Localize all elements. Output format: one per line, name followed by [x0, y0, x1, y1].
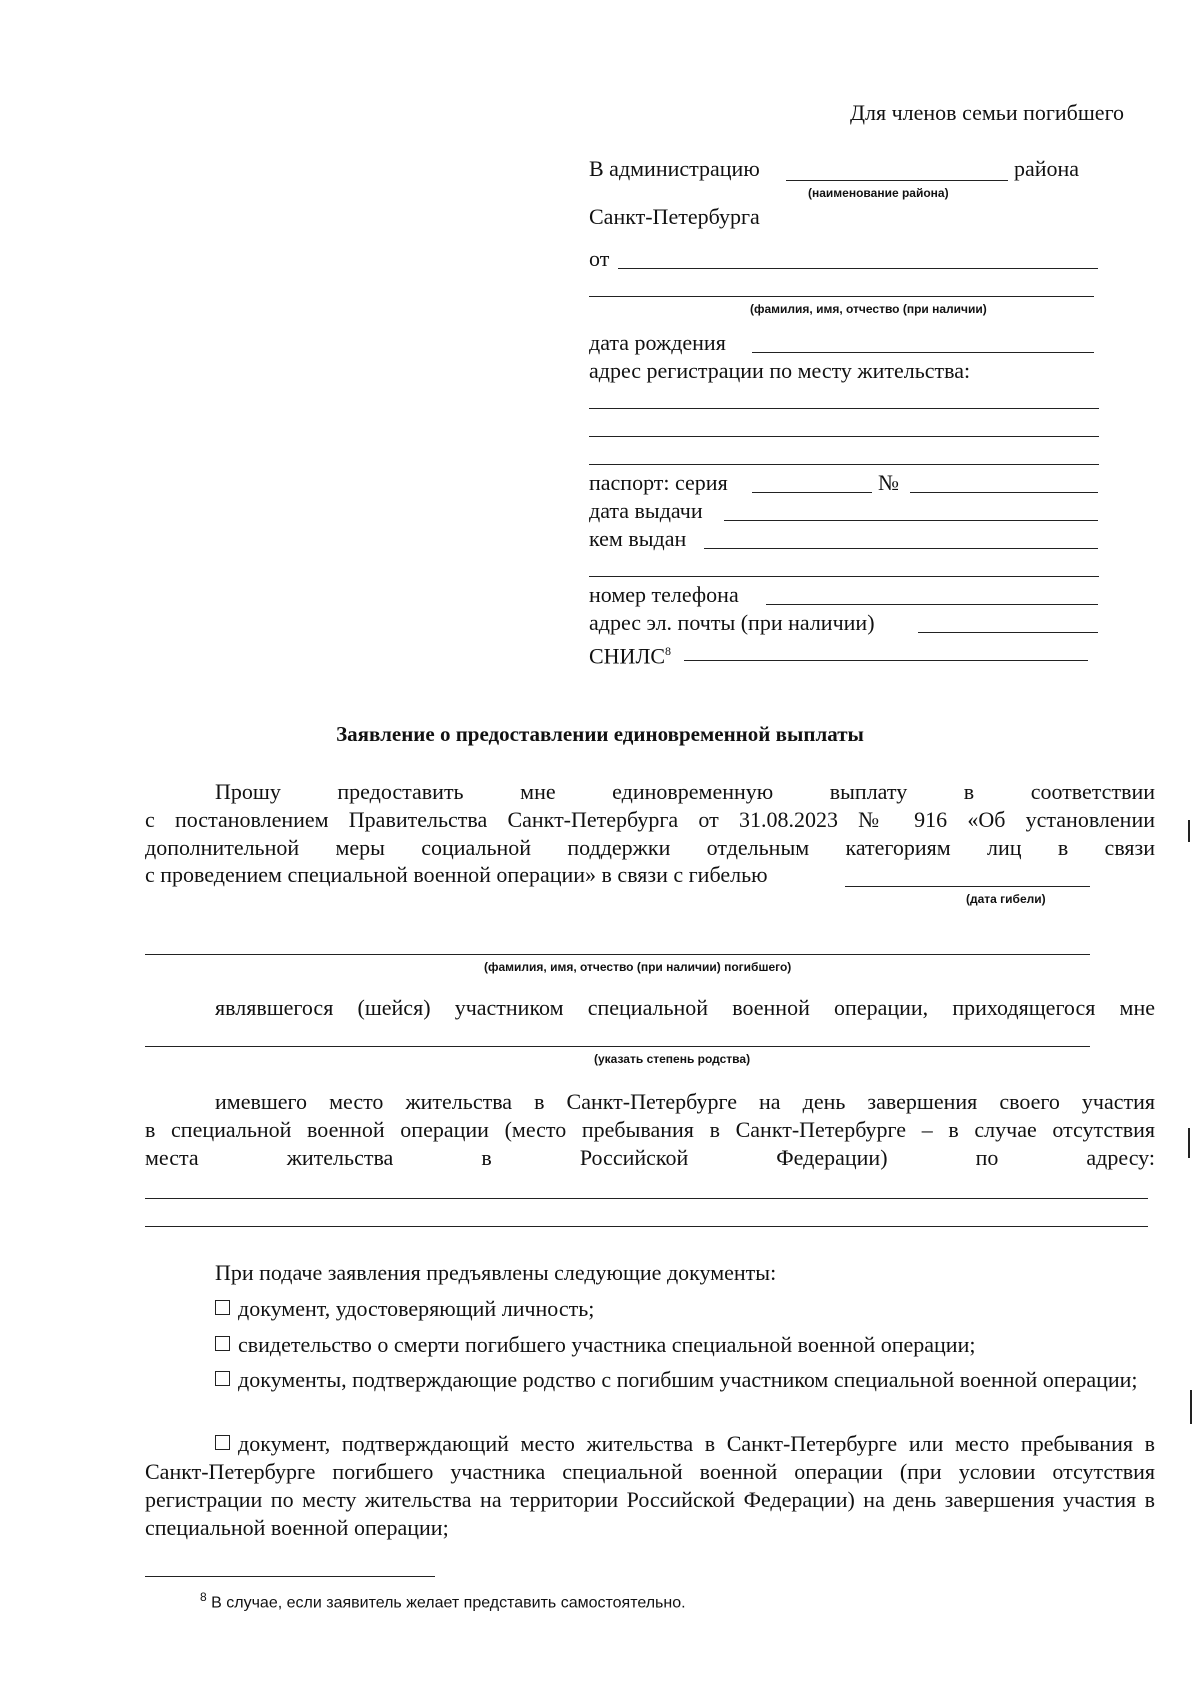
passport-series-field[interactable] — [752, 492, 872, 493]
issued-by-field-1[interactable] — [704, 548, 1098, 549]
phone-label: номер телефона — [589, 582, 739, 607]
email-label: адрес эл. почты (при наличии) — [589, 610, 875, 635]
doc-kinship-label: документы, подтверждающие родство с погибшим участником специальной военной операции; — [238, 1367, 1138, 1392]
address-field-2[interactable] — [589, 436, 1099, 437]
death-date-field[interactable] — [845, 886, 1090, 887]
applicant-name-hint: (фамилия, имя, отчество (при наличии) — [750, 302, 987, 316]
death-date-hint: (дата гибели) — [966, 892, 1046, 906]
city-label: Санкт-Петербурга — [589, 204, 760, 229]
request-line-4: с проведением специальной военной операции» в связи с гибелью — [145, 862, 768, 887]
doc-kinship-checkbox[interactable] — [215, 1371, 230, 1386]
deceased-name-field[interactable] — [145, 954, 1090, 955]
residence-line-2: в специальной военной операции (место пребывания в Санкт-Петербурге – в случае отсутствия — [145, 1117, 1155, 1142]
birth-date-field[interactable] — [752, 352, 1094, 353]
issue-date-label: дата выдачи — [589, 498, 703, 523]
applicant-category: Для членов семьи погибшего — [850, 100, 1125, 125]
applicant-name-field-1[interactable] — [618, 268, 1098, 269]
issue-date-field[interactable] — [724, 520, 1098, 521]
request-line-2: с постановлением Правительства Санкт-Петербурга от 31.08.2023 № 916 «Об установлении — [145, 807, 1155, 832]
doc-residence-label: документ, подтверждающий место жительства в Санкт-Петербурге или место пребывания в Санкт-Петербурге погибшего участника специальной военной операции (при условии отсутствия регистрации по месту жительства на территории Российской Федерации) на день завершения участия в специальной военной операции; — [145, 1431, 1155, 1540]
snils-field[interactable] — [684, 660, 1088, 661]
district-suffix-label: района — [1014, 156, 1080, 181]
doc-identity-checkbox[interactable] — [215, 1300, 230, 1315]
doc-item-residence — [145, 1430, 1155, 1542]
doc-death-certificate-label: свидетельство о смерти погибшего участника специальной военной операции; — [238, 1332, 976, 1357]
residence-line-3: места жительства в Российской Федерации) по адресу: — [145, 1145, 1155, 1170]
address-field-1[interactable] — [589, 408, 1099, 409]
district-name-field[interactable] — [786, 180, 1008, 181]
relation-field[interactable] — [145, 1046, 1090, 1047]
phone-field[interactable] — [766, 604, 1098, 605]
scan-artifact — [1190, 1390, 1192, 1424]
snils-label: СНИЛС$^8$ — [589, 643, 672, 669]
address-label: адрес регистрации по месту жительства: — [589, 358, 971, 383]
doc-identity-label: документ, удостоверяющий личность; — [238, 1296, 595, 1321]
district-hint: (наименование района) — [808, 186, 949, 200]
documents-intro: При подаче заявления предъявлены следующие документы: — [215, 1260, 777, 1285]
relation-hint: (указать степень родства) — [594, 1052, 751, 1066]
deceased-address-field-2[interactable] — [145, 1226, 1148, 1227]
doc-item-death-certificate — [215, 1332, 975, 1358]
doc-item-identity — [215, 1296, 594, 1322]
from-label: от — [589, 246, 610, 271]
residence-line-1: имевшего место жительства в Санкт-Петербурге на день завершения своего участия — [215, 1089, 1155, 1114]
scan-artifact — [1188, 820, 1190, 842]
doc-item-kinship — [145, 1366, 1155, 1394]
footnote — [200, 1590, 686, 1612]
address-field-3[interactable] — [589, 464, 1099, 465]
scan-artifact — [1188, 1128, 1190, 1158]
document-title: Заявление о предоставлении единовременной выплаты — [336, 722, 864, 746]
snils-footnote-mark: 8 — [665, 644, 672, 658]
doc-residence-checkbox[interactable] — [215, 1435, 230, 1450]
footnote-mark: 8 — [200, 1590, 207, 1604]
issued-by-label: кем выдан — [589, 526, 687, 551]
request-line-1: Прошу предоставить мне единовременную выплату в соответствии — [215, 779, 1155, 804]
email-field[interactable] — [918, 632, 1098, 633]
request-line-3: дополнительной меры социальной поддержки отдельным категориям лиц в связи — [145, 835, 1155, 860]
passport-number-field[interactable] — [910, 492, 1098, 493]
footnote-separator — [145, 1576, 435, 1577]
applicant-name-field-2[interactable] — [589, 296, 1094, 297]
footnote-text: В случае, если заявитель желает представить самостоятельно. — [211, 1594, 686, 1612]
participant-line: являвшегося (шейся) участником специальной военной операции, приходящегося мне — [215, 995, 1155, 1020]
issued-by-field-2[interactable] — [589, 576, 1099, 577]
doc-death-certificate-checkbox[interactable] — [215, 1336, 230, 1351]
passport-series-label: паспорт: серия — [589, 470, 728, 495]
to-administration-label: В администрацию — [589, 156, 760, 181]
passport-number-label: № — [878, 470, 899, 495]
deceased-name-hint: (фамилия, имя, отчество (при наличии) погибшего) — [484, 960, 792, 974]
deceased-address-field-1[interactable] — [145, 1198, 1148, 1199]
birth-date-label: дата рождения — [589, 330, 726, 355]
